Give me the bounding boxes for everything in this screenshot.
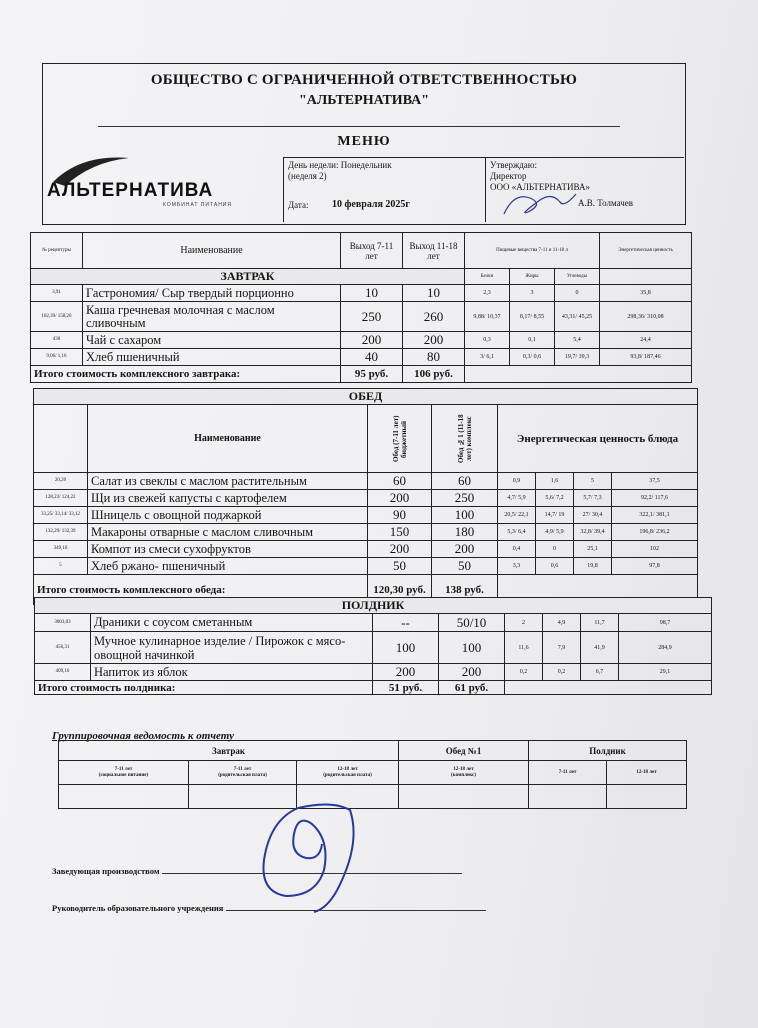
table-row: 132,29/ 132,39 Макароны отварные с маслом сливочным 150 180 5,3/ 6,4 4,9/ 5,9 32,8/ 39,4 196,8/ 236,2 bbox=[34, 524, 698, 541]
date-box bbox=[283, 157, 486, 222]
approve-role: Директор bbox=[490, 171, 527, 181]
lunch-col-b: Обед №1 (11-18 лет) комплекс bbox=[456, 414, 473, 463]
production-manager-label: Заведующая производством bbox=[52, 866, 160, 876]
lunch-total-row: Итого стоимость комплексного обеда: 120,30 руб. 138 руб. bbox=[34, 575, 698, 605]
table-row: 9,06/ 1,16 Хлеб пшеничный 40 80 3/ 6,1 0,3/ 0,6 19,7/ 39,3 93,8/ 187,46 bbox=[31, 349, 692, 366]
snack-total-row: Итого стоимость полдника: 51 руб. 61 руб. bbox=[35, 681, 712, 695]
col-out1-header: Выход 7-11 лет bbox=[341, 233, 403, 269]
group-col-4: 12-18 лет (комплекс) bbox=[399, 761, 529, 785]
day-of-week: День недели: Понедельник bbox=[288, 160, 392, 170]
logo-text: АЛЬТЕРНАТИВА bbox=[47, 180, 214, 201]
handwritten-signature bbox=[250, 800, 390, 920]
group-breakfast: Завтрак bbox=[59, 741, 399, 761]
group-title: Группировочная ведомость к отчету bbox=[52, 730, 234, 742]
approve-org: ООО «АЛЬТЕРНАТИВА» bbox=[490, 182, 590, 192]
lunch-title: ОБЕД bbox=[34, 389, 698, 405]
snack-title: ПОЛДНИК bbox=[35, 598, 712, 614]
week-number: (неделя 2) bbox=[288, 171, 327, 181]
col-nutr-header: Пищевые вещества 7-11 и 11-18 л bbox=[465, 233, 600, 269]
breakfast-table bbox=[30, 232, 692, 383]
col-name-header: Наименование bbox=[83, 233, 341, 269]
table-row: 349,16 Компот из смеси сухофруктов 200 200 0,4 0 25,1 102 bbox=[34, 541, 698, 558]
table-row: 5 Хлеб ржано- пшеничный 50 50 3,3 0,6 19,8 97,8 bbox=[34, 558, 698, 575]
org-short-name: "АЛЬТЕРНАТИВА" bbox=[298, 93, 430, 108]
lunch-col-energy: Энергетическая ценность блюда bbox=[498, 405, 698, 473]
lunch-col-name: Наименование bbox=[88, 405, 368, 473]
table-row: 3,91 Гастрономия/ Сыр твердый порционно 10 10 2,3 3 0 35,8 bbox=[31, 285, 692, 302]
sub-protein: Белки bbox=[465, 269, 510, 285]
group-table bbox=[58, 740, 687, 809]
group-snack: Полдник bbox=[529, 741, 687, 761]
table-row: 102,39/ 158,26 Каша гречневая молочная с маслом сливочным 250 260 9,88/ 10,37 8,17/ 8,55 43,31/ 45,25 298,36/ 310,08 bbox=[31, 302, 692, 332]
group-col-5: 7-11 лет bbox=[529, 761, 607, 785]
date-label: Дата: bbox=[288, 200, 309, 210]
divider-line bbox=[98, 126, 620, 127]
date-value: 10 февраля 2025г bbox=[332, 199, 410, 210]
group-col-1: 7-11 лет (социальное питание) bbox=[59, 761, 189, 785]
sub-carb: Углеводы bbox=[555, 269, 600, 285]
approve-label: Утверждаю: bbox=[490, 160, 538, 170]
menu-header bbox=[42, 63, 686, 225]
group-col-3: 12-18 лет (родительская плата) bbox=[297, 761, 399, 785]
org-name: ОБЩЕСТВО С ОГРАНИЧЕННОЙ ОТВЕТСТВЕННОСТЬЮ bbox=[150, 72, 578, 88]
logo-subtext: КОМБИНАТ ПИТАНИЯ bbox=[163, 202, 233, 208]
approve-name: А.В. Толмачев bbox=[578, 198, 633, 208]
table-row: 33,25/ 33,14/ 33,12 Шницель с овощной поджаркой 90 100 20,5/ 22,1 14,7/ 19 27/ 30,4 322,1/ 381,1 bbox=[34, 507, 698, 524]
col-out2-header: Выход 11-18 лет bbox=[403, 233, 465, 269]
company-logo bbox=[47, 152, 267, 220]
table-row: 128,23/ 124,22 Щи из свежей капусты с картофелем 200 250 4,7/ 5,9 5,6/ 7,2 5,7/ 7,3 92,2/ 117,6 bbox=[34, 490, 698, 507]
group-col-6: 12-18 лет bbox=[607, 761, 687, 785]
director-signature bbox=[500, 186, 580, 220]
approval-box bbox=[485, 157, 684, 222]
school-head-label: Руководитель образовательного учреждения bbox=[52, 903, 224, 913]
table-row: 430 Чай с сахаром 200 200 0,3 0,1 5,4 24,4 bbox=[31, 332, 692, 349]
breakfast-total-row: Итого стоимость комплексного завтрака: 95 руб. 106 руб. bbox=[31, 366, 692, 383]
table-row: 409,16 Напиток из яблок 200 200 0,2 0,2 6,7 29,1 bbox=[35, 664, 712, 681]
table-row: 20,20 Салат из свеклы с маслом растительным 60 60 0,9 1,6 5 37,5 bbox=[34, 473, 698, 490]
doc-title: МЕНЮ bbox=[337, 134, 391, 149]
table-row: 456,31 Мучное кулинарное изделие / Пирожок с мясо-овощной начинкой 100 100 11,6 7,9 41,9 284,9 bbox=[35, 632, 712, 664]
col-energy-header: Энергетическая ценность bbox=[600, 233, 692, 269]
group-col-2: 7-11 лет (родительская плата) bbox=[189, 761, 297, 785]
lunch-col-a: Обед (7-11 лет) бюджетный bbox=[391, 415, 408, 462]
sub-fat: Жиры bbox=[510, 269, 555, 285]
snack-table bbox=[34, 597, 712, 695]
col-recipe-header: № рецептуры bbox=[31, 233, 83, 269]
breakfast-title: ЗАВТРАК bbox=[31, 269, 465, 285]
group-lunch: Обед №1 bbox=[399, 741, 529, 761]
table-row: 3003,03 Драники с соусом сметанным -- 50/10 2 4,9 11,7 98,7 bbox=[35, 614, 712, 632]
lunch-table bbox=[33, 388, 698, 605]
